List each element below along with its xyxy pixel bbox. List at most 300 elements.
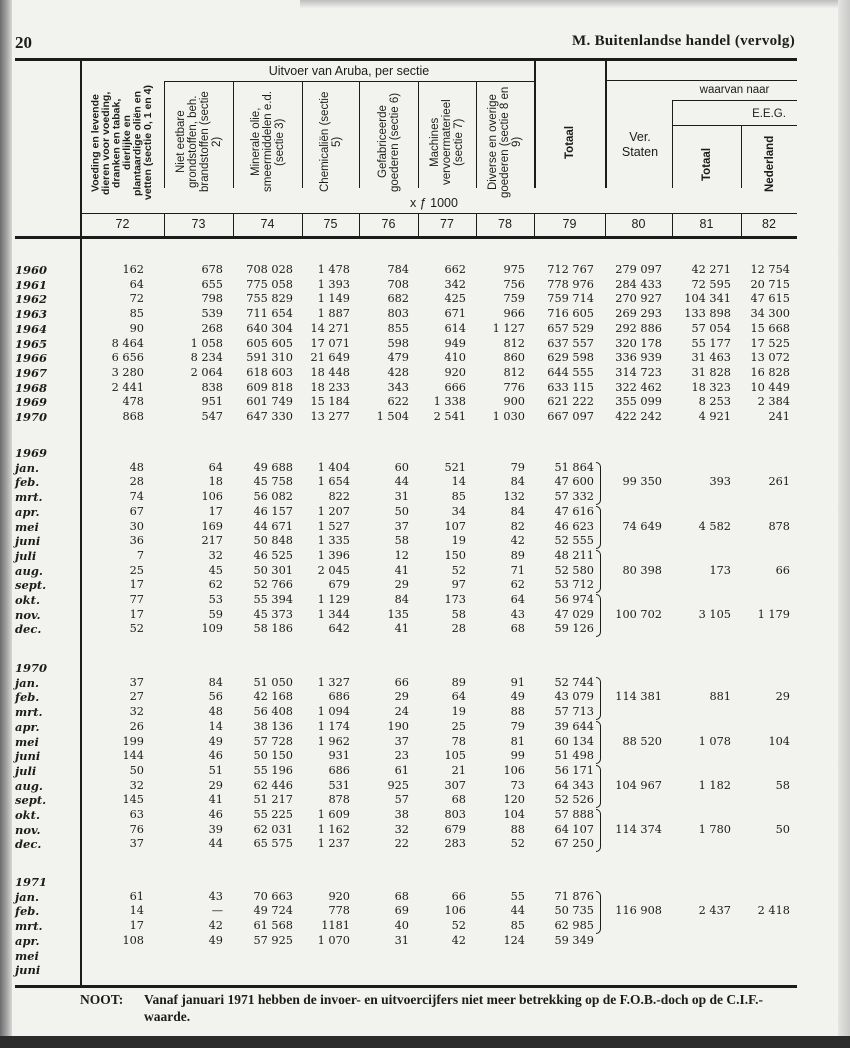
cell-col-78: 52 (510, 837, 525, 851)
quarter-brace-icon (596, 550, 601, 593)
month-row (15, 808, 800, 823)
cell-col-76: 622 (387, 395, 409, 409)
cell-col-77: 14 (451, 475, 466, 489)
cell-col-77: 173 (444, 593, 466, 606)
column-number: 81 (699, 217, 714, 231)
cell-col-80: 114 374 (615, 822, 662, 836)
cell-col-76: 37 (394, 734, 409, 748)
quarter-row (15, 608, 800, 623)
header-section-6: Gefabriceerde goederen (sectie 6) (377, 92, 401, 192)
row-label: mrt. (15, 705, 43, 720)
cell-col-77: 64 (451, 690, 466, 704)
cell-col-79: 51 864 (554, 460, 594, 474)
cell-col-79: 47 029 (554, 607, 594, 621)
cell-col-82: 241 (768, 410, 790, 423)
row-label: okt. (15, 593, 40, 607)
cell-col-74: 711 654 (246, 307, 293, 321)
totaal-right-rule (605, 60, 607, 188)
cell-col-78: 776 (503, 380, 525, 394)
cell-col-75: 1 070 (317, 933, 350, 947)
cell-col-78: 71 (510, 563, 525, 577)
cell-col-76: 84 (394, 593, 409, 606)
cell-col-75: 1 609 (317, 808, 350, 821)
cell-col-72: 2 441 (111, 380, 144, 394)
cell-col-72: 25 (129, 563, 144, 577)
cell-col-81: 173 (709, 563, 731, 577)
quarter-brace-icon (596, 721, 601, 764)
cell-col-77: 34 (451, 504, 466, 518)
quarter-brace-icon (596, 594, 601, 637)
cell-col-75: 1 887 (317, 307, 350, 321)
cell-col-75: 1 393 (317, 277, 350, 291)
cell-col-76: 29 (394, 690, 409, 704)
cell-col-82: 104 (768, 734, 790, 748)
cell-col-81: 2 437 (698, 904, 731, 918)
cell-col-77: 66 (451, 889, 466, 903)
row-label: feb. (15, 690, 40, 705)
cell-col-79: 62 985 (554, 919, 594, 933)
cell-col-72: 478 (122, 395, 144, 409)
row-label: 1966 (15, 351, 48, 366)
cell-col-82: 47 615 (750, 292, 790, 306)
cell-col-74: 50 848 (253, 534, 293, 548)
month-row (15, 705, 800, 720)
cell-col-72: 144 (122, 749, 144, 763)
cell-col-76: 343 (387, 380, 409, 394)
cell-col-75: 1 344 (317, 607, 350, 621)
cell-col-82: 15 668 (750, 321, 790, 335)
cell-col-74: 62 446 (253, 778, 293, 792)
row-label: 1970 (15, 410, 48, 424)
cell-col-77: 521 (444, 460, 466, 474)
cell-col-75: 1 149 (317, 292, 350, 306)
row-label: okt. (15, 808, 40, 822)
row-label: 1963 (15, 307, 48, 322)
row-label: 1970 (15, 661, 48, 675)
cell-col-73: 547 (201, 410, 223, 423)
cell-col-75: 13 277 (310, 410, 350, 423)
cell-col-76: 68 (394, 889, 409, 903)
cell-col-73: 53 (208, 593, 223, 606)
quarter-brace-icon (596, 891, 601, 934)
column-number: 75 (323, 217, 338, 231)
cell-col-75: 686 (328, 690, 350, 704)
cell-col-78: 88 (510, 822, 525, 836)
cell-col-74: 44 671 (253, 519, 293, 533)
cell-col-74: 55 196 (253, 763, 293, 777)
cell-col-75: 1 962 (317, 734, 350, 748)
cell-col-78: 81 (510, 734, 525, 748)
cell-col-73: 39 (208, 822, 223, 836)
cell-col-78: 812 (503, 336, 525, 350)
cell-col-78: 73 (510, 778, 525, 792)
header-section-7: Machines vervoermaterieel (sectie 7) (429, 99, 465, 185)
cell-col-74: 51 217 (253, 793, 293, 807)
cell-col-73: 84 (208, 675, 223, 689)
cell-col-74: 51 050 (253, 675, 293, 689)
cell-col-74: 57 925 (253, 933, 293, 947)
cell-col-72: 48 (129, 460, 144, 474)
cell-col-78: 900 (503, 395, 525, 409)
cell-col-74: 61 568 (253, 919, 293, 933)
cell-col-77: 52 (451, 919, 466, 933)
cell-col-81: 1 780 (698, 822, 731, 836)
page-number: 20 (15, 33, 32, 52)
cell-col-76: 69 (394, 904, 409, 918)
cell-col-75: 1 129 (317, 593, 350, 606)
cell-col-72: 90 (129, 321, 144, 335)
cell-col-78: 1 127 (492, 321, 525, 335)
cell-col-73: 62 (208, 578, 223, 592)
cell-col-77: 150 (444, 548, 466, 562)
cell-col-76: 41 (394, 563, 409, 577)
quarter-brace-icon (596, 809, 601, 852)
row-label: 1967 (15, 365, 48, 380)
cell-col-75: 1 404 (317, 460, 350, 474)
cell-col-79: 644 555 (547, 365, 594, 379)
cell-col-78: 84 (510, 504, 525, 518)
cell-col-75: 679 (328, 578, 350, 592)
cell-col-79: 778 976 (547, 277, 594, 291)
cell-col-79: 59 349 (554, 933, 594, 947)
cell-col-78: 120 (503, 793, 525, 807)
cell-col-78: 89 (510, 548, 525, 562)
cell-col-78: 812 (503, 365, 525, 379)
cell-col-76: 428 (387, 365, 409, 379)
book-binding-edge (0, 0, 12, 1048)
cell-col-72: 162 (122, 263, 144, 276)
row-label: feb. (15, 904, 40, 919)
cell-col-75: 1 094 (317, 705, 350, 719)
header-totaal: Totaal (564, 125, 576, 159)
cell-col-72: 37 (129, 837, 144, 851)
cell-col-80: 269 293 (615, 307, 662, 321)
cell-col-73: 41 (208, 793, 223, 807)
cell-col-73: 56 (208, 690, 223, 704)
cell-col-81: 31 463 (691, 351, 731, 365)
row-label: 1969 (15, 395, 48, 410)
column-number: 82 (762, 217, 776, 231)
quarter-row (15, 475, 800, 490)
cell-col-75: 14 271 (310, 321, 350, 335)
cell-col-78: 88 (510, 705, 525, 719)
header-waarvan-naar: waarvan naar (699, 84, 770, 96)
row-label: jan. (15, 889, 39, 904)
row-label: dec. (15, 837, 42, 852)
cell-col-82: 2 384 (757, 395, 790, 409)
cell-col-73: 44 (208, 837, 223, 851)
cell-col-80: 116 908 (615, 904, 662, 918)
cell-col-80: 279 097 (615, 263, 662, 276)
cell-col-77: 949 (444, 336, 466, 350)
cell-col-82: 1 179 (757, 607, 790, 621)
cell-col-74: 49 724 (253, 904, 293, 918)
header-section-2: Niet eetbare grondstoffen, beh. brandstoffen (sectie 2) (175, 91, 223, 193)
quarter-row (15, 520, 800, 535)
cell-col-76: 40 (394, 919, 409, 933)
annual-row (15, 410, 800, 425)
cell-col-77: 425 (444, 292, 466, 306)
cell-col-72: 14 (129, 904, 144, 918)
cell-col-78: 1 030 (492, 410, 525, 423)
cell-col-79: 56 974 (554, 593, 594, 606)
cell-col-76: 31 (394, 490, 409, 504)
cell-col-80: 104 967 (615, 778, 662, 792)
cell-col-74: 755 829 (246, 292, 293, 306)
row-label: apr. (15, 933, 40, 948)
row-label: jan. (15, 675, 39, 690)
cell-col-82: 16 828 (750, 365, 790, 379)
row-label: feb. (15, 475, 40, 490)
col-rule (233, 82, 234, 188)
cell-col-82: 2 418 (757, 904, 790, 918)
cell-col-82: 878 (768, 519, 790, 533)
cell-col-78: 106 (503, 763, 525, 777)
table-top-rule (15, 58, 797, 61)
group-title: Uitvoer van Aruba, per sectie (268, 64, 430, 78)
cell-col-75: 1 327 (317, 675, 350, 689)
cell-col-72: 108 (122, 933, 144, 947)
cell-col-73: 655 (201, 277, 223, 291)
annual-row (15, 366, 800, 381)
cell-col-75: 1181 (321, 919, 350, 933)
cell-col-78: 132 (503, 490, 525, 504)
cell-col-77: 58 (451, 607, 466, 621)
cell-col-73: 106 (201, 490, 223, 504)
cell-col-82: 29 (775, 690, 790, 704)
cell-col-76: 190 (387, 719, 409, 733)
month-row (15, 549, 800, 564)
cell-col-78: 756 (503, 277, 525, 291)
cell-col-77: 803 (444, 808, 466, 821)
cell-col-78: 79 (510, 460, 525, 474)
cell-col-74: 58 186 (253, 622, 293, 636)
cell-col-73: 268 (201, 321, 223, 335)
cell-col-74: 45 758 (253, 475, 293, 489)
cell-col-74: 55 394 (253, 593, 293, 606)
cell-col-78: 44 (510, 904, 525, 918)
cell-col-73: 539 (201, 307, 223, 321)
year-heading-row (15, 446, 800, 461)
cell-col-80: 100 702 (615, 607, 662, 621)
cell-col-77: 28 (451, 622, 466, 636)
cell-col-78: 759 (503, 292, 525, 306)
cell-col-81: 4 921 (698, 410, 731, 423)
quarter-row (15, 564, 800, 579)
cell-col-75: 18 448 (310, 365, 350, 379)
cell-col-75: 1 174 (317, 719, 350, 733)
cell-col-79: 57 332 (554, 490, 594, 504)
header-section-3: Minerale olie, smeermiddelen e.d. (sectie 3) (250, 91, 286, 193)
cell-col-80: 355 099 (615, 395, 662, 409)
cell-col-73: 46 (208, 808, 223, 821)
group-rule (164, 81, 534, 82)
cell-col-82: 12 754 (750, 263, 790, 276)
cell-col-80: 320 178 (615, 336, 662, 350)
cell-col-72: 28 (129, 475, 144, 489)
cell-col-72: 26 (129, 719, 144, 733)
cell-col-77: 68 (451, 793, 466, 807)
row-label: mei (15, 734, 39, 749)
cell-col-77: 19 (451, 705, 466, 719)
column-number: 76 (381, 217, 396, 231)
cell-col-80: 99 350 (622, 475, 662, 489)
column-number: 73 (191, 217, 206, 231)
cell-col-75: 1 237 (317, 837, 350, 851)
header-ver-staten: Ver. Staten (621, 130, 659, 159)
cell-col-77: 78 (451, 734, 466, 748)
cell-col-72: 52 (129, 622, 144, 636)
month-row (15, 578, 800, 593)
cell-col-77: 42 (451, 933, 466, 947)
cell-col-77: 410 (444, 351, 466, 365)
cell-col-75: 15 184 (310, 395, 350, 409)
cell-col-73: 59 (208, 607, 223, 621)
cell-col-72: 37 (129, 675, 144, 689)
column-number: 74 (260, 217, 275, 231)
cell-col-74: 708 028 (246, 263, 293, 276)
row-label: 1971 (15, 875, 48, 889)
cell-col-80: 88 520 (622, 734, 662, 748)
footnote-text: Vanaf januari 1971 hebben de invoer- en uitvoercijfers niet meer betrekking op de F.O.B.-doch op de C.I.F.-waarde. (144, 992, 764, 1024)
cell-col-79: 667 097 (547, 410, 594, 423)
cell-col-72: 145 (122, 793, 144, 807)
cell-col-78: 966 (503, 307, 525, 321)
cell-col-79: 716 605 (547, 307, 594, 321)
cell-col-76: 925 (387, 778, 409, 792)
row-label: nov. (15, 822, 41, 837)
col-rule (302, 82, 303, 188)
cell-col-76: 29 (394, 578, 409, 592)
cell-col-80: 114 381 (615, 690, 662, 704)
cell-col-73: — (211, 904, 223, 918)
annual-row (15, 351, 800, 366)
cell-col-76: 22 (394, 837, 409, 851)
cell-col-76: 12 (394, 548, 409, 562)
cell-col-74: 56 082 (253, 490, 293, 504)
cell-col-80: 74 649 (622, 519, 662, 533)
quarter-row (15, 690, 800, 705)
cell-col-74: 50 150 (253, 749, 293, 763)
header-eeg-totaal: Totaal (701, 147, 713, 181)
cell-col-79: 56 171 (554, 763, 594, 777)
cell-col-79: 629 598 (547, 351, 594, 365)
row-label: jan. (15, 460, 39, 475)
month-row (15, 676, 800, 691)
col-rule (359, 82, 360, 188)
cell-col-77: 106 (444, 904, 466, 918)
month-row (15, 919, 800, 934)
quarter-row (15, 823, 800, 838)
cell-col-78: 43 (510, 607, 525, 621)
cell-col-80: 336 939 (615, 351, 662, 365)
cell-col-74: 50 301 (253, 563, 293, 577)
cell-col-79: 50 735 (554, 904, 594, 918)
table-bottom-rule (15, 985, 797, 988)
cell-col-75: 920 (328, 889, 350, 903)
quarter-brace-icon (596, 677, 601, 720)
year-heading-row (15, 875, 800, 890)
cell-col-72: 199 (122, 734, 144, 748)
cell-col-81: 1 078 (698, 734, 731, 748)
cell-col-72: 32 (129, 778, 144, 792)
cell-col-72: 74 (129, 490, 144, 504)
column-number: 79 (562, 217, 577, 231)
row-label: 1960 (15, 263, 48, 277)
cell-col-74: 70 663 (253, 889, 293, 903)
cell-col-75: 17 071 (310, 336, 350, 350)
row-label: 1962 (15, 292, 48, 307)
cell-col-81: 4 582 (698, 519, 731, 533)
cell-col-74: 591 310 (246, 351, 293, 365)
month-row (15, 749, 800, 764)
cell-col-75: 778 (328, 904, 350, 918)
month-row (15, 593, 800, 608)
row-label: 1969 (15, 446, 48, 460)
cell-col-78: 49 (510, 690, 525, 704)
cell-col-76: 23 (394, 749, 409, 763)
cell-col-77: 662 (444, 263, 466, 276)
cell-col-74: 57 728 (253, 734, 293, 748)
cell-col-76: 708 (387, 277, 409, 291)
cell-col-75: 531 (328, 778, 350, 792)
cell-col-74: 618 603 (246, 365, 293, 379)
cell-col-73: 17 (208, 504, 223, 518)
month-row (15, 505, 800, 520)
col-rule (476, 82, 477, 188)
header-eeg: E.E.G. (752, 108, 786, 120)
month-row (15, 461, 800, 476)
year-heading-row (15, 661, 800, 676)
cell-col-75: 822 (328, 490, 350, 504)
cell-col-73: 49 (208, 933, 223, 947)
cell-col-79: 64 343 (554, 778, 594, 792)
colnum-top-rule (80, 213, 797, 214)
month-row (15, 534, 800, 549)
row-label: sept. (15, 578, 47, 593)
row-label: 1968 (15, 380, 48, 395)
cell-col-77: 666 (444, 380, 466, 394)
cell-col-72: 3 280 (111, 365, 144, 379)
cell-col-79: 57 713 (554, 705, 594, 719)
cell-col-74: 49 688 (253, 460, 293, 474)
cell-col-79: 51 498 (554, 749, 594, 763)
cell-col-76: 803 (387, 307, 409, 321)
footnote-label: NOOT: (80, 992, 124, 1007)
cell-col-77: 1 338 (433, 395, 466, 409)
row-label: aug. (15, 778, 43, 793)
cell-col-75: 18 233 (310, 380, 350, 394)
cell-col-73: 48 (208, 705, 223, 719)
cell-col-72: 36 (129, 534, 144, 548)
cell-col-82: 34 300 (750, 307, 790, 321)
annual-row (15, 395, 800, 410)
cell-col-78: 42 (510, 534, 525, 548)
cell-col-73: 42 (208, 919, 223, 933)
cell-col-78: 860 (503, 351, 525, 365)
cell-col-81: 104 341 (684, 292, 731, 306)
cell-col-76: 58 (394, 534, 409, 548)
annual-row (15, 322, 800, 337)
cell-col-75: 1 478 (317, 263, 350, 276)
header-nederland: Nederland (764, 135, 776, 193)
cell-col-72: 6 656 (111, 351, 144, 365)
cell-col-81: 3 105 (698, 607, 731, 621)
annual-row (15, 337, 800, 352)
cell-col-79: 67 250 (554, 837, 594, 851)
cell-col-74: 46 525 (253, 548, 293, 562)
waarvan-top-rule (605, 80, 797, 81)
